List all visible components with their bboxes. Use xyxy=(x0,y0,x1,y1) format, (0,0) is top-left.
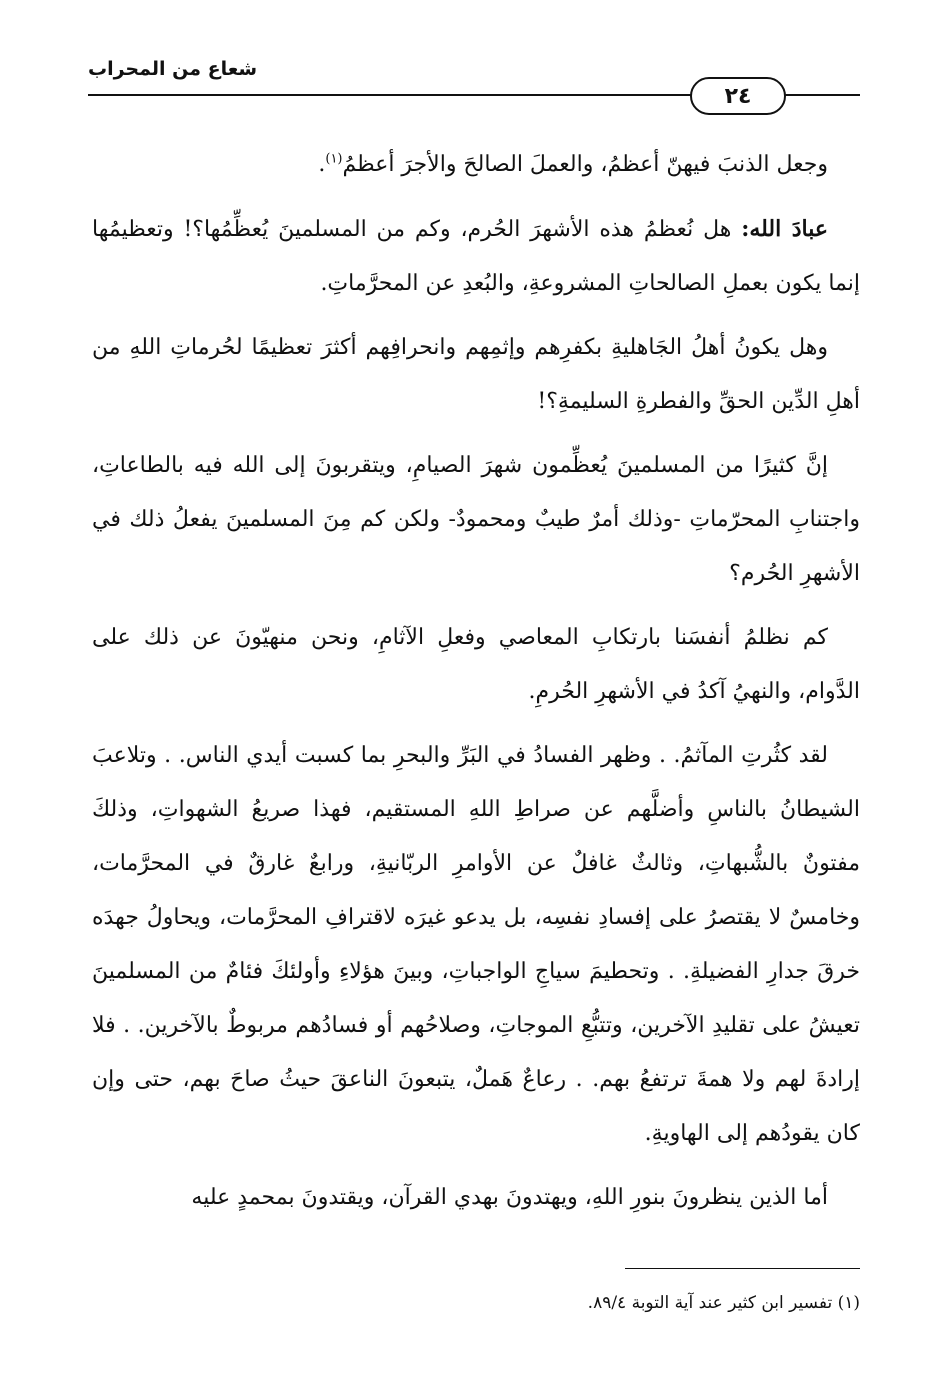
paragraph-7: أما الذين ينظرونَ بنورِ اللهِ، ويهتدونَ بهدي القرآن، ويقتدونَ بمحمدٍ عليه xyxy=(191,1185,828,1210)
paragraph-2-lead: عبادَ الله: xyxy=(741,216,828,242)
running-header-title: شعاع من المحراب xyxy=(88,58,258,80)
body-text xyxy=(92,138,860,1235)
paragraph-1-text: وجعل الذنبَ فيهنّ أعظمُ، والعملَ الصالحَ والأجرَ أعظمُ xyxy=(342,152,828,177)
paragraph-1-end: . xyxy=(318,152,326,177)
footnote xyxy=(430,1290,860,1316)
paragraph-6: لقد كثُرتِ المآثمُ. . وظهر الفسادُ في البَرِّ والبحرِ بما كسبت أيدي الناس. . وتلاعبَ الشيطانُ بالناسِ وأضلَّهم عن صراطِ اللهِ المستقيم، فهذا صريعُ الشهواتِ، وذلكَ مفتونٌ بالشُّبهاتِ، وثالثٌ غافلٌ عن الأوامرِ الربّانيةِ، ورابعٌ غارقٌ في المحرَّمات، وخامسٌ لا يقتصرُ على إفسادِ نفسِه، بل يدعو غيرَه لاقترافِ المحرَّمات، ويحاولُ جهدَه خرقَ جدارِ الفضيلةِ. . وتحطيمَ سياجِ الواجباتِ، وبينَ هؤلاءِ وأولئكَ فئامٌ من المسلمينَ تعيشُ على تقليدِ الآخرين، وتتبُّعِ الموجاتِ، وصلاحُهم أو فسادُهم مربوطٌ بالآخرين. . فلا إرادةَ لهم ولا همةَ ترتفعُ بهم. . رعاعٌ هَملٌ، يتبعونَ الناعقَ حيثُ صاحَ بهم، حتى وإن كان يقودُهم إلى الهاويةِ. xyxy=(92,743,860,1146)
paragraph-2-text: هل نُعظمُ هذه الأشهرَ الحُرم، وكم من المسلمينَ يُعظِّمُها؟! وتعظيمُها إنما يكون بعملِ الصالحاتِ المشروعةِ، والبُعدِ عن المحرَّماتِ. xyxy=(92,217,860,296)
paragraph-3: وهل يكونُ أهلُ الجَاهليةِ بكفرِهم وإثمِهم وانحرافِهم أكثرَ تعظيمًا لحُرماتِ اللهِ من أهلِ الدِّين الحقِّ والفطرةِ السليمةِ؟! xyxy=(92,335,860,414)
paragraph-5: كم نظلمُ أنفسَنا بارتكابِ المعاصي وفعلِ الآثامِ، ونحن منهيّونَ عن ذلك على الدَّوام، والنهيُ آكدُ في الأشهرِ الحُرمِ. xyxy=(92,625,860,704)
page-number-badge xyxy=(690,77,786,115)
paragraph-2 xyxy=(92,202,860,311)
paragraph-1 xyxy=(92,138,860,192)
page-number: ٢٤ xyxy=(724,83,752,109)
footnote-rule xyxy=(625,1268,860,1269)
footnote-text: تفسير ابن كثير عند آية التوبة ٨٩/٤. xyxy=(587,1293,833,1313)
footnote-ref: (١) xyxy=(325,151,343,167)
paragraph-4: إنَّ كثيرًا من المسلمينَ يُعظِّمون شهرَ الصيامِ، ويتقربونَ إلى الله فيه بالطاعاتِ، واجتنابِ المحرّماتِ -وذلك أمرٌ طيبٌ ومحمودٌ- ولكن كم مِنَ المسلمينَ يفعلُ ذلك في الأشهرِ الحُرم؟ xyxy=(92,453,860,586)
footnote-marker: (١) xyxy=(837,1293,860,1313)
